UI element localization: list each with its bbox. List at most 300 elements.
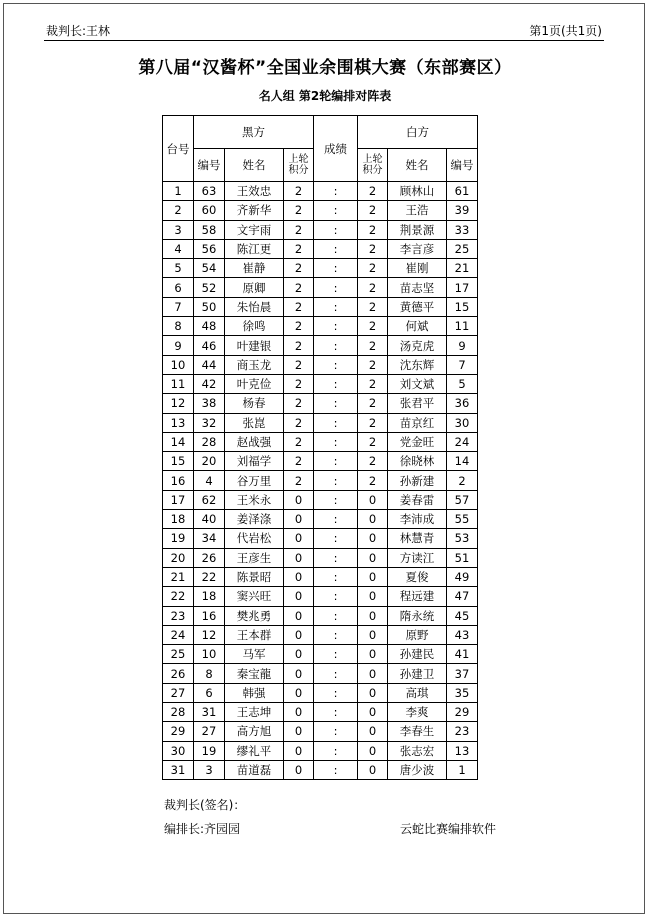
table-row [163,394,478,413]
white-score-cell: 0 [358,760,388,779]
table-row [163,490,478,509]
result-cell: : [314,297,358,316]
document-subtitle: 名人组 第2轮编排对阵表 [258,89,392,103]
white-score-cell: 0 [358,548,388,567]
result-cell: : [314,510,358,529]
black-name-cell: 叶克俭 [225,374,284,393]
result-cell: : [314,355,358,374]
result-cell: : [314,529,358,548]
black-score-cell: 0 [284,760,314,779]
white-num-cell: 57 [447,490,478,509]
white-score-cell: 0 [358,741,388,760]
black-score-cell: 0 [284,664,314,683]
black-num-cell: 42 [194,374,225,393]
board-cell: 9 [163,336,194,355]
white-score-cell: 2 [358,452,388,471]
board-cell: 28 [163,703,194,722]
white-name-cell: 苗志坚 [388,278,447,297]
white-num-cell: 13 [447,741,478,760]
black-name-cell: 苗道磊 [225,760,284,779]
white-name-cell: 孙建民 [388,645,447,664]
black-name-cell: 赵战强 [225,432,284,451]
black-score-cell: 2 [284,239,314,258]
white-num-cell: 7 [447,355,478,374]
board-cell: 29 [163,722,194,741]
white-name-cell: 李爽 [388,703,447,722]
white-name-cell: 林慧青 [388,529,447,548]
white-num-cell: 33 [447,220,478,239]
black-name-cell: 窦兴旺 [225,587,284,606]
black-score-cell: 2 [284,452,314,471]
black-score-cell: 0 [284,490,314,509]
black-score-cell: 0 [284,703,314,722]
black-score-cell: 0 [284,510,314,529]
white-score-cell: 0 [358,510,388,529]
white-name-cell: 党金旺 [388,432,447,451]
black-name-cell: 缪礼平 [225,741,284,760]
black-score-cell: 2 [284,278,314,297]
white-name-cell: 李沛成 [388,510,447,529]
white-num-cell: 1 [447,760,478,779]
table-row [163,722,478,741]
board-cell: 10 [163,355,194,374]
black-name-cell: 陈景昭 [225,567,284,586]
black-num-cell: 46 [194,336,225,355]
result-cell: : [314,760,358,779]
black-score-cell: 2 [284,259,314,278]
chief-signature-line: 裁判长(签名)： [164,798,246,812]
white-score-cell: 0 [358,529,388,548]
board-cell: 24 [163,625,194,644]
white-name-cell: 张志宏 [388,741,447,760]
black-name-cell: 高方旭 [225,722,284,741]
white-score-cell: 2 [358,220,388,239]
result-cell: : [314,432,358,451]
table-row [163,259,478,278]
white-score-cell: 2 [358,432,388,451]
black-name-cell: 谷万里 [225,471,284,490]
white-name-cell: 李春生 [388,722,447,741]
black-name-cell: 王本群 [225,625,284,644]
black-num-cell: 18 [194,587,225,606]
black-num-cell: 54 [194,259,225,278]
black-header: 黑方 [194,116,314,149]
black-num-cell: 63 [194,182,225,201]
white-name-cell: 何斌 [388,317,447,336]
white-score-cell: 0 [358,683,388,702]
white-num-header: 编号 [447,149,478,182]
white-name-cell: 徐晓林 [388,452,447,471]
arranger-name: 编排长:齐园园 [164,822,241,836]
table-row [163,413,478,432]
white-num-cell: 9 [447,336,478,355]
black-score-cell: 0 [284,548,314,567]
board-cell: 21 [163,567,194,586]
black-score-cell: 2 [284,336,314,355]
white-name-cell: 方读江 [388,548,447,567]
white-name-cell: 原野 [388,625,447,644]
black-num-cell: 32 [194,413,225,432]
result-cell: : [314,741,358,760]
white-num-cell: 2 [447,471,478,490]
table-row [163,529,478,548]
board-cell: 12 [163,394,194,413]
black-score-cell: 2 [284,317,314,336]
header-page-info: 第1页(共1页) [529,24,602,38]
black-name-cell: 王彦生 [225,548,284,567]
black-score-cell: 2 [284,355,314,374]
result-header: 成绩 [314,116,358,182]
pairings-table [162,115,478,780]
header-chief-referee: 裁判长:王林 [46,24,111,38]
white-score-cell: 2 [358,239,388,258]
white-num-cell: 11 [447,317,478,336]
result-cell: : [314,548,358,567]
white-num-cell: 15 [447,297,478,316]
table-row [163,278,478,297]
black-name-cell: 韩强 [225,683,284,702]
white-score-cell: 0 [358,490,388,509]
black-num-cell: 40 [194,510,225,529]
board-cell: 22 [163,587,194,606]
board-cell: 26 [163,664,194,683]
black-name-cell: 王志坤 [225,703,284,722]
white-num-cell: 39 [447,201,478,220]
software-name: 云蛇比赛编排软件 [400,822,497,836]
table-row [163,452,478,471]
black-num-cell: 19 [194,741,225,760]
black-num-cell: 28 [194,432,225,451]
result-cell: : [314,374,358,393]
board-cell: 14 [163,432,194,451]
white-num-cell: 29 [447,703,478,722]
white-score-cell: 0 [358,664,388,683]
black-num-cell: 38 [194,394,225,413]
table-row [163,760,478,779]
white-name-cell: 程远建 [388,587,447,606]
table-row [163,432,478,451]
black-name-cell: 刘福学 [225,452,284,471]
score-header-line2: 积分 [288,165,309,176]
black-num-cell: 20 [194,452,225,471]
white-num-cell: 41 [447,645,478,664]
white-score-cell: 2 [358,374,388,393]
table-row [163,703,478,722]
score-header-line2: 积分 [362,165,383,176]
black-name-cell: 文宇雨 [225,220,284,239]
board-cell: 11 [163,374,194,393]
result-cell: : [314,201,358,220]
result-cell: : [314,394,358,413]
board-cell: 6 [163,278,194,297]
board-cell: 20 [163,548,194,567]
white-name-cell: 李言彦 [388,239,447,258]
white-score-cell: 0 [358,625,388,644]
board-cell: 4 [163,239,194,258]
black-score-cell: 2 [284,432,314,451]
white-name-cell: 孙建卫 [388,664,447,683]
black-num-cell: 16 [194,606,225,625]
header-divider [44,40,604,41]
white-score-cell: 0 [358,645,388,664]
table-row [163,317,478,336]
black-score-cell: 0 [284,625,314,644]
white-score-cell: 0 [358,587,388,606]
result-cell: : [314,259,358,278]
black-num-cell: 26 [194,548,225,567]
result-cell: : [314,220,358,239]
black-num-cell: 12 [194,625,225,644]
black-score-cell: 0 [284,683,314,702]
white-name-cell: 崔刚 [388,259,447,278]
black-name-cell: 王效忠 [225,182,284,201]
white-score-cell: 2 [358,259,388,278]
white-num-cell: 25 [447,239,478,258]
board-cell: 19 [163,529,194,548]
board-cell: 13 [163,413,194,432]
black-num-cell: 56 [194,239,225,258]
black-score-cell: 0 [284,722,314,741]
black-num-cell: 60 [194,201,225,220]
table-row [163,510,478,529]
white-num-cell: 5 [447,374,478,393]
board-cell: 16 [163,471,194,490]
document-title: 第八届“汉酱杯”全国业余围棋大赛（东部赛区） [138,58,512,78]
black-num-cell: 8 [194,664,225,683]
board-cell: 23 [163,606,194,625]
board-cell: 8 [163,317,194,336]
table-row [163,374,478,393]
white-score-cell: 0 [358,722,388,741]
result-cell: : [314,452,358,471]
white-num-cell: 53 [447,529,478,548]
black-name-cell: 樊兆勇 [225,606,284,625]
board-cell: 3 [163,220,194,239]
white-num-cell: 23 [447,722,478,741]
result-cell: : [314,722,358,741]
black-name-cell: 徐鸣 [225,317,284,336]
white-score-cell: 0 [358,703,388,722]
black-num-cell: 4 [194,471,225,490]
black-num-cell: 44 [194,355,225,374]
black-score-cell: 2 [284,394,314,413]
result-cell: : [314,336,358,355]
black-score-cell: 0 [284,587,314,606]
white-num-cell: 47 [447,587,478,606]
result-cell: : [314,645,358,664]
white-score-cell: 2 [358,394,388,413]
table-row [163,471,478,490]
white-name-cell: 苗京红 [388,413,447,432]
result-cell: : [314,625,358,644]
result-cell: : [314,703,358,722]
result-cell: : [314,490,358,509]
table-row [163,606,478,625]
white-score-cell: 2 [358,317,388,336]
board-cell: 18 [163,510,194,529]
white-num-cell: 61 [447,182,478,201]
white-num-cell: 37 [447,664,478,683]
result-cell: : [314,587,358,606]
black-name-cell: 齐新华 [225,201,284,220]
black-name-cell: 王米永 [225,490,284,509]
result-cell: : [314,182,358,201]
board-cell: 15 [163,452,194,471]
black-score-cell: 2 [284,413,314,432]
board-cell: 25 [163,645,194,664]
result-cell: : [314,683,358,702]
black-score-cell: 2 [284,201,314,220]
black-name-cell: 马军 [225,645,284,664]
result-cell: : [314,664,358,683]
white-name-cell: 夏俊 [388,567,447,586]
white-num-cell: 36 [447,394,478,413]
black-score-cell: 0 [284,645,314,664]
black-name-cell: 代岩松 [225,529,284,548]
white-score-cell: 2 [358,471,388,490]
result-cell: : [314,413,358,432]
white-name-cell: 姜春雷 [388,490,447,509]
table-row [163,239,478,258]
white-num-cell: 21 [447,259,478,278]
result-cell: : [314,567,358,586]
black-name-cell: 杨春 [225,394,284,413]
black-num-cell: 10 [194,645,225,664]
black-num-cell: 48 [194,317,225,336]
white-name-cell: 高琪 [388,683,447,702]
white-num-cell: 35 [447,683,478,702]
black-num-cell: 50 [194,297,225,316]
board-cell: 7 [163,297,194,316]
white-num-cell: 24 [447,432,478,451]
white-num-cell: 17 [447,278,478,297]
black-name-cell: 崔静 [225,259,284,278]
board-cell: 31 [163,760,194,779]
table-row [163,548,478,567]
black-score-header [284,149,314,182]
black-score-cell: 2 [284,220,314,239]
white-score-cell: 2 [358,201,388,220]
black-name-cell: 商玉龙 [225,355,284,374]
black-score-cell: 2 [284,297,314,316]
result-cell: : [314,606,358,625]
white-name-cell: 沈东辉 [388,355,447,374]
white-name-cell: 唐少波 [388,760,447,779]
black-name-cell: 秦宝龍 [225,664,284,683]
table-row [163,645,478,664]
black-num-cell: 22 [194,567,225,586]
board-cell: 2 [163,201,194,220]
black-num-header: 编号 [194,149,225,182]
white-score-cell: 2 [358,182,388,201]
white-name-cell: 刘文斌 [388,374,447,393]
board-cell: 5 [163,259,194,278]
table-row [163,182,478,201]
white-name-cell: 黄德平 [388,297,447,316]
white-score-cell: 2 [358,413,388,432]
white-name-cell: 荆景源 [388,220,447,239]
white-name-cell: 顾林山 [388,182,447,201]
pairings-body [163,182,478,780]
black-num-cell: 3 [194,760,225,779]
white-num-cell: 45 [447,606,478,625]
black-score-cell: 0 [284,529,314,548]
score-header-line1: 上轮 [362,154,383,165]
white-score-cell: 2 [358,336,388,355]
black-score-cell: 0 [284,606,314,625]
white-name-cell: 孙新建 [388,471,447,490]
white-num-cell: 43 [447,625,478,644]
black-score-cell: 2 [284,471,314,490]
white-score-cell: 0 [358,606,388,625]
board-cell: 30 [163,741,194,760]
result-cell: : [314,317,358,336]
black-name-cell: 叶建银 [225,336,284,355]
board-cell: 27 [163,683,194,702]
black-score-cell: 2 [284,374,314,393]
board-cell: 17 [163,490,194,509]
black-score-cell: 2 [284,182,314,201]
table-row [163,297,478,316]
black-score-cell: 0 [284,741,314,760]
black-score-cell: 0 [284,567,314,586]
white-score-header [358,149,388,182]
table-row [163,355,478,374]
result-cell: : [314,239,358,258]
black-num-cell: 34 [194,529,225,548]
table-row [163,664,478,683]
table-row [163,625,478,644]
black-num-cell: 52 [194,278,225,297]
black-name-cell: 原卿 [225,278,284,297]
black-name-cell: 张崑 [225,413,284,432]
white-score-cell: 2 [358,355,388,374]
white-num-cell: 51 [447,548,478,567]
white-name-cell: 张君平 [388,394,447,413]
black-name-cell: 朱怡晨 [225,297,284,316]
white-score-cell: 0 [358,567,388,586]
white-num-cell: 14 [447,452,478,471]
white-header: 白方 [358,116,478,149]
white-name-cell: 汤克虎 [388,336,447,355]
white-num-cell: 30 [447,413,478,432]
table-row [163,683,478,702]
white-score-cell: 2 [358,297,388,316]
board-cell: 1 [163,182,194,201]
black-num-cell: 31 [194,703,225,722]
white-num-cell: 49 [447,567,478,586]
result-cell: : [314,278,358,297]
black-num-cell: 62 [194,490,225,509]
white-name-cell: 王浩 [388,201,447,220]
table-row [163,220,478,239]
black-name-cell: 陈江更 [225,239,284,258]
table-row [163,567,478,586]
white-num-cell: 55 [447,510,478,529]
white-name-cell: 隋永统 [388,606,447,625]
table-row [163,201,478,220]
black-name-cell: 姜泽涤 [225,510,284,529]
black-name-header: 姓名 [225,149,284,182]
table-row [163,587,478,606]
black-num-cell: 6 [194,683,225,702]
result-cell: : [314,471,358,490]
table-row [163,741,478,760]
score-header-line1: 上轮 [288,154,309,165]
black-num-cell: 27 [194,722,225,741]
white-score-cell: 2 [358,278,388,297]
white-name-header: 姓名 [388,149,447,182]
